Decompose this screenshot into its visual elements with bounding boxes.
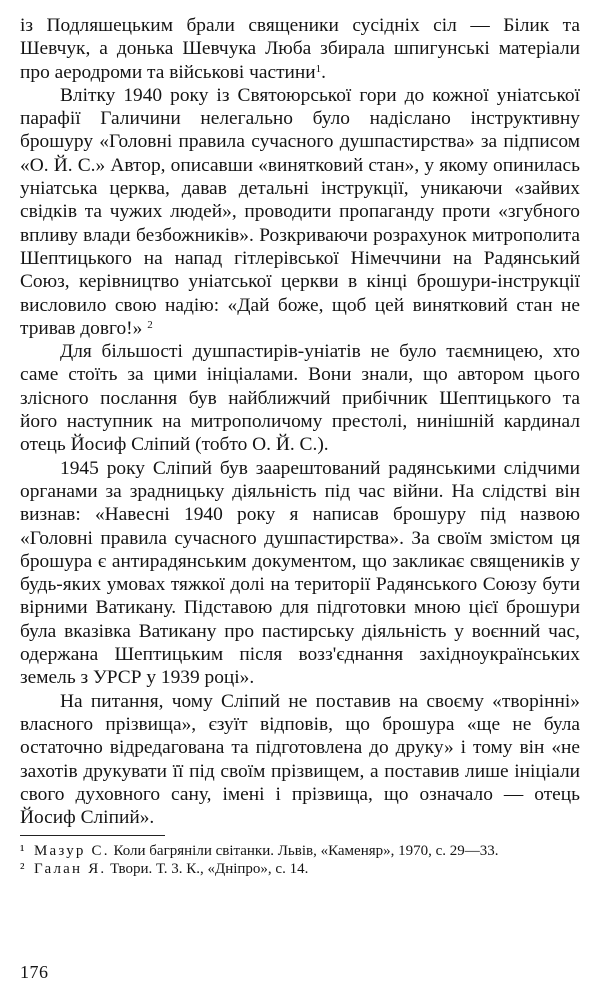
paragraph-3: [20, 340, 580, 456]
body-text: [20, 14, 580, 829]
paragraph-1: [20, 14, 580, 84]
footnote-1-author: Мазур С.: [34, 843, 110, 860]
footnote-ref-1: 1: [315, 62, 322, 75]
footnote-divider: [20, 835, 165, 836]
footnote-1: [20, 842, 580, 860]
footnotes: [20, 835, 580, 878]
paragraph-1-text: із Подляшецьким брали священики сусідніх сіл — Білик та Шевчук, а донька Шевчука Люба збирала шпигунські матеріали про аеродроми та військові частини: [20, 15, 580, 83]
paragraph-1-end: .: [321, 61, 327, 83]
footnote-2: [20, 860, 580, 878]
paragraph-2: [20, 84, 580, 340]
page-number: 176: [20, 962, 49, 982]
footnote-ref-2: 2: [147, 318, 153, 331]
paragraph-4: [20, 457, 580, 690]
paragraph-4-text: 1945 року Сліпий був заарештований радянськими слідчими органами за зрадницьку діяльність під час війни. На слідстві він визнав: «Навесні 1940 року я написав брошуру під назвою «Головні правила сучасного душпастирства». За своїм змістом ця брошура є антирадянським документом, що закликає священиків у будь-яких умовах тяжкої долі на території Радянського Союзу бути вірними Ватикану. Підставою для підготовки мною цієї брошури була вказівка Ватикану про пастирську діяльність у воєнний час, одержана Шептицьким після возз'єднання західноукраїнських земель з УРСР у 1939 році».: [20, 457, 580, 689]
footnote-1-mark: ¹: [20, 843, 25, 860]
footnote-2-citation: Твори. Т. 3. К., «Дніпро», с. 14.: [106, 861, 309, 878]
paragraph-5-text: На питання, чому Сліпий не поставив на своєму «творінні» власного прізвища», єзуїт відповів, що брошура «ще не була остаточно відредагована та підготовлена до друку» і тому він «не захотів друкувати її під своїм прізвищем, а поставив лише ініціали свого духовного сану, імені і прізвища, що означало — отець Йосиф Сліпий».: [20, 690, 580, 829]
footnote-2-mark: ²: [20, 861, 25, 878]
paragraph-2-text: Влітку 1940 року із Святоюрської гори до кожної уніатської парафії Галичини нелегально було надіслано інструктивну брошуру «Головні правила сучасного душпастирства» за підписом «О. Й. С.» Автор, описавши «винятковий стан», у якому опинилась уніатська церква, давав детальні інструкції, уникаючи «зайвих свідків та чужих людей», проводити пропаганду проти «згубного впливу влади безбожників». Розкриваючи розрахунок митрополита Шептицького на напад гітлерівської Німеччини на Радянський Союз, керівництво уніатської церкви в кінці брошури-інструкції висловило свою надію: «Дай боже, щоб цей винятковий стан не тривав довго!»: [20, 84, 580, 339]
paragraph-3-text: Для більшості душпастирів-уніатів не було таємницею, хто саме стоїть за цими ініціалами. Вони знали, що автором цього злісного послання був найближчий прибічник Шептицького та його наступник на митрополичому престолі, нинішній кардинал отець Йосиф Сліпий (тобто О. Й. С.).: [20, 341, 580, 456]
footnote-2-author: Галан Я.: [34, 861, 107, 878]
paragraph-5: [20, 690, 580, 830]
page: [20, 14, 580, 878]
footnote-1-citation: Коли багряніли світанки. Львів, «Каменяр», 1970, с. 29—33.: [109, 843, 499, 860]
